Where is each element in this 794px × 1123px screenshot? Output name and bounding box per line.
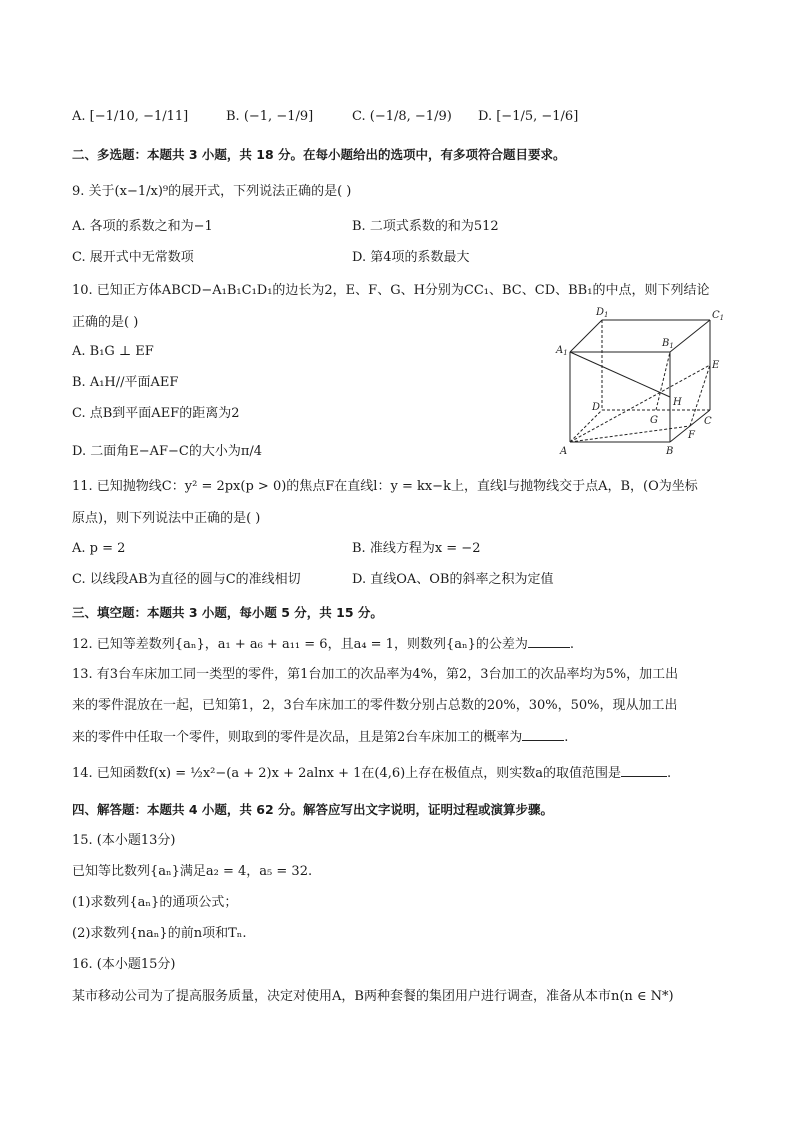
section3-heading: 三、填空题：本题共 3 小题，每小题 5 分，共 15 分。 xyxy=(72,605,383,620)
q13-end: . xyxy=(564,730,569,745)
q9-stem: 9. 关于(x−1/x)⁹的展开式，下列说法正确的是( ) xyxy=(72,184,352,199)
label-c: C xyxy=(704,416,712,427)
q13-line2: 来的零件混放在一起，已知第1，2，3台车床加工的零件数分别占总数的20%，30%，50%，现从加工出 xyxy=(72,698,678,713)
q15-stem: 已知等比数列{aₙ}满足a₂ = 4，a₅ = 32. xyxy=(72,864,313,879)
q9-option-d: D. 第4项的系数最大 xyxy=(352,250,470,265)
cube-figure xyxy=(552,306,730,458)
q12-text: 12. 已知等差数列{aₙ}，a₁ + a₆ + a₁₁ = 6，且a₄ = 1，则数列{aₙ}的公差为 xyxy=(72,637,528,652)
label-e: E xyxy=(712,360,720,371)
q11-option-c: C. 以线段AB为直径的圆与C的准线相切 xyxy=(72,572,301,587)
q12-answer-blank[interactable] xyxy=(528,635,570,648)
q8-option-b: B. (−1, −1/9] xyxy=(226,109,314,124)
q10-option-d: D. 二面角E−AF−C的大小为π/4 xyxy=(72,444,263,459)
q10-option-a: A. B₁G ⊥ EF xyxy=(72,344,154,359)
q11-option-b: B. 准线方程为x = −2 xyxy=(352,541,481,556)
q14-answer-blank[interactable] xyxy=(621,764,667,777)
label-d: D xyxy=(592,402,601,413)
q15-part2: (2)求数列{naₙ}的前n项和Tₙ. xyxy=(72,926,247,941)
q13-line3-text: 来的零件中任取一个零件，则取到的零件是次品，且是第2台车床加工的概率为 xyxy=(72,730,523,745)
label-a1: $A_1$ xyxy=(556,345,568,357)
q11-option-a: A. p = 2 xyxy=(72,541,126,556)
q11-option-d: D. 直线OA、OB的斜率之积为定值 xyxy=(352,572,554,587)
q15-part1: (1)求数列{aₙ}的通项公式； xyxy=(72,895,238,910)
q13-line3 xyxy=(72,728,568,747)
q10-option-b: B. A₁H//平面AEF xyxy=(72,375,179,390)
label-b: B xyxy=(666,446,674,457)
q13-answer-blank[interactable] xyxy=(522,728,564,741)
q14-stem xyxy=(72,764,671,783)
q11-stem-line2: 原点)，则下列说法中正确的是( ) xyxy=(72,511,261,526)
label-h: H xyxy=(673,397,682,408)
label-a: A xyxy=(560,446,568,457)
q10-stem-line2: 正确的是( ) xyxy=(72,315,139,330)
label-d1: $D_1$ xyxy=(596,307,609,319)
q13-line1: 13. 有3台车床加工同一类型的零件，第1台加工的次品率为4%，第2，3台加工的次品率均为5%，加工出 xyxy=(72,667,679,682)
q9-option-c: C. 展开式中无常数项 xyxy=(72,250,194,265)
q12-end: . xyxy=(569,637,575,652)
q9-option-a: A. 各项的系数之和为−1 xyxy=(72,219,213,234)
q12-stem xyxy=(72,635,574,654)
section4-heading: 四、解答题：本题共 4 小题，共 62 分。解答应写出文字说明，证明过程或演算步骤。 xyxy=(72,802,554,817)
q16-title: 16. (本小题15分) xyxy=(72,957,176,972)
label-f: F xyxy=(688,430,695,441)
q14-text: 14. 已知函数f(x) = ½x²−(a + 2)x + 2alnx + 1在(4,6)上存在极值点，则实数a的取值范围是 xyxy=(72,766,621,781)
q8-option-a: A. [−1/10, −1/11] xyxy=(72,109,189,124)
label-c1: $C_1$ xyxy=(712,310,725,322)
label-b1: $B_1$ xyxy=(662,338,674,350)
q11-stem-line1: 11. 已知抛物线C：y² = 2px(p > 0)的焦点F在直线l：y = kx−k上，直线l与抛物线交于点A，B，(O为坐标 xyxy=(72,479,698,494)
q8-option-c: C. (−1/8, −1/9) xyxy=(352,109,452,124)
q8-option-d: D. [−1/5, −1/6] xyxy=(478,109,579,124)
q14-end: . xyxy=(666,766,672,781)
label-g: G xyxy=(650,415,658,426)
q10-stem-line1: 10. 已知正方体ABCD−A₁B₁C₁D₁的边长为2，E、F、G、H分别为CC₁、BC、CD、BB₁的中点，则下列结论 xyxy=(72,283,710,298)
section2-heading: 二、多选题：本题共 3 小题，共 18 分。在每小题给出的选项中，有多项符合题目要求。 xyxy=(72,147,566,162)
q10-option-c: C. 点B到平面AEF的距离为2 xyxy=(72,406,240,421)
q15-title: 15. (本小题13分) xyxy=(72,833,176,848)
q16-stem: 某市移动公司为了提高服务质量，决定对使用A，B两种套餐的集团用户进行调查，准备从本市n(n ∈ N*) xyxy=(72,989,674,1004)
q9-option-b: B. 二项式系数的和为512 xyxy=(352,219,499,234)
